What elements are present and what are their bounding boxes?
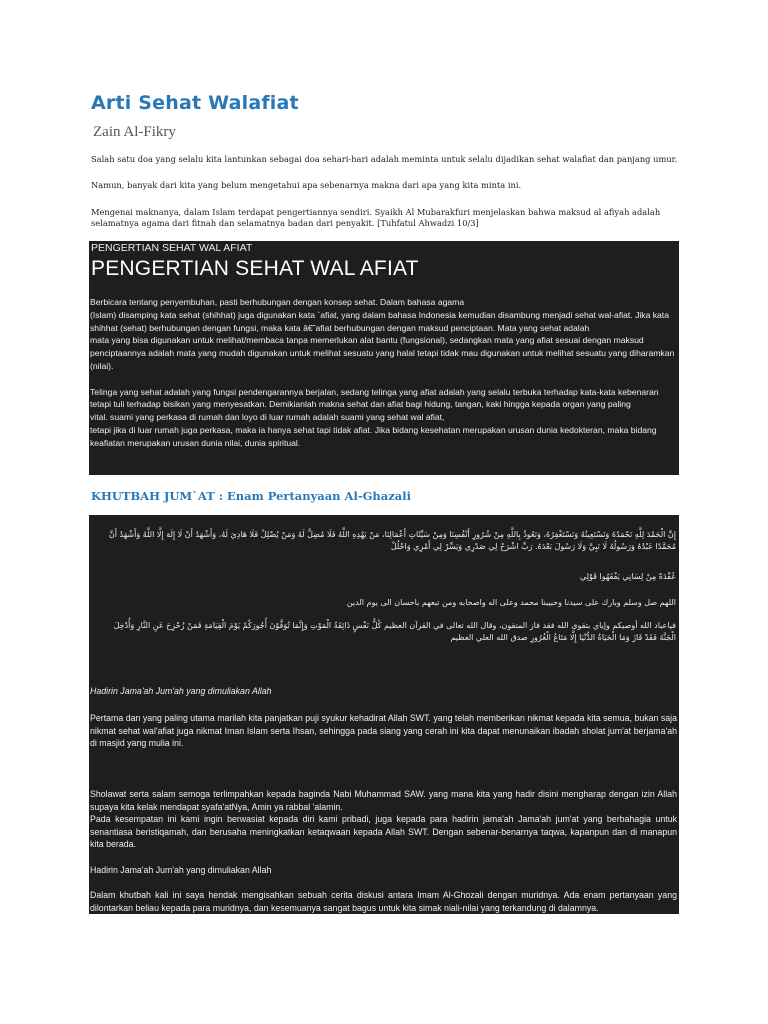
definition-paragraph: Telinga yang sehat adalah yang fungsi pendengarannya berjalan, sedang telinga yang afiat adalah yang selalu terbuka terhadap kata-kata kebenaran tetapi tuli terhadap bisikan yang menyesatkan. Demikianlah makna sehat dan afiat bagi hidung, tangan, kaki hingga kepada organ yang paling vital. suami yang perkasa di rumah dan loyo di luar rumah adalah suami yang sehat wal afiat, tetapi jika di luar rumah juga perkasa, maka ia hanya sehat tapi tidak afiat. Jika bidang kesehatan merupakan urusan dunia kedokteran, maka bidang keafiatan merupakan urusan dunia nilai, dunia spiritual. bbox=[90, 386, 659, 448]
arabic-salawat: اللهم صل وسلم وبارك على سيدنا وحبيبنا محمد وعلى اله واصحابه ومن تبعهم باحسان الى يوم الدين bbox=[346, 598, 676, 607]
khutbah-box bbox=[89, 515, 679, 914]
khutbah-greeting: Hadirin Jama'ah Jum'ah yang dimuliakan Allah bbox=[90, 865, 272, 875]
intro-paragraph-3: Mengenai maknanya, dalam Islam terdapat pengertiannya sendiri. Syaikh Al Mubarakfuri menjelaskan bahwa maksud al afiyah adalah selamatnya agama dari fitnah dan selamatnya badan dari penyakit. [Tuhfatul Ahwadzi 10/3] bbox=[91, 207, 661, 228]
arabic-verse: عُقْدَةً مِنْ لِسَانِي يَفْقَهُوا قَوْلِي bbox=[579, 572, 676, 581]
arabic-opening: إِنَّ الْحَمْدَ لِلَّهِ نَحْمَدُهُ وَنَسْتَعِينُهُ وَنَسْتَغْفِرُهُ، وَنَعُوذُ بِاللَّهِ مِنْ شُرُورِ أَنْفُسِنَا وَمِنْ سَيِّئَاتِ أَعْمَالِنَا، مَنْ يَهْدِهِ اللَّهُ فَلَا مُضِلَّ لَهُ وَمَنْ يُضْلِلْ فَلَا هَادِيَ لَهُ، وَأَشْهَدُ أَنْ لَا إِلَهَ إِلَّا اللَّهُ وَأَشْهَدُ أَنَّ مُحَمَّدًا عَبْدُهُ وَرَسُولُهُ لَا نَبِيَّ وَلَا رَسُولَ بَعْدَهُ. رَبِّ اشْرَحْ لِي صَدْرِي وَيَسِّرْ لِي أَمْرِي وَاحْلُلْ bbox=[108, 530, 676, 551]
arabic-wasiat: فياعباد الله أوصيكم وإياي بتقوى الله فقد فاز المتقون، وقال الله تعالى في القرآن العظيم كُلُّ نَفْسٍ ذَائِقَةُ الْمَوْتِ وَإِنَّمَا تُوَفَّوْنَ أُجُورَكُمْ يَوْمَ الْقِيَامَةِ فَمَنْ زُحْزِحَ عَنِ النَّارِ وَأُدْخِلَ الْجَنَّةَ فَقَدْ فَازَ وَمَا الْحَيَاةُ الدُّنْيَا إِلَّا مَتَاعُ الْغُرُورِ صدق الله العلي العظيم bbox=[113, 621, 676, 642]
definition-box bbox=[89, 241, 679, 475]
intro-paragraph-1: Salah satu doa yang selalu kita lantunkan sebagai doa sehari-hari adalah meminta untuk selalu dijadikan sehat walafiat dan panjang umur. bbox=[91, 154, 678, 164]
intro-paragraph-2: Namun, banyak dari kita yang belum mengetahui apa sebenarnya makna dari apa yang kita minta ini. bbox=[91, 180, 522, 190]
definition-body bbox=[90, 296, 676, 462]
page-title: Arti Sehat Walafiat bbox=[91, 92, 299, 114]
khutbah-paragraph: Dalam khutbah kali ini saya hendak mengisahkan sebuah cerita diskusi antara Imam Al-Ghozali dengan muridnya. Ada enam pertanyaan yang dilontarkan beliau kepada para muridnya, dan kesemuanya sangat bagus untuk kita simak niali-nilai yang terkandung di dalamnya. bbox=[90, 890, 677, 913]
definition-paragraph: Berbicara tentang penyembuhan, pasti berhubungan dengan konsep sehat. Dalam bahasa agama (Islam) disamping kata sehat (shihhat) juga digunakan kata `afiat, yang dalam bahasa Indonesia kemudian disambung menjadi sehat wal-afiat. Jika kata shihhat (sehat) berhubungan dengan fungsi, maka kata â€˜afiat berhubungan dengan maksud penciptaan. Mata yang sehat adalah mata yang bisa digunakan untuk melihat/membaca tanpa memerlukan alat bantu (fungsional), sedangkan mata yang afiat sesuai dengan maksud penciptaannya adalah mata yang mudah digunakan untuk melihat sesuatu yang halal tetapi tidak mau digunakan untuk melihat sesuatu yang diharamkan (nilai). bbox=[90, 297, 675, 371]
definition-heading-small: PENGERTIAN SEHAT WAL AFIAT bbox=[91, 242, 253, 254]
khutbah-paragraph: Sholawat serta salam semoga terlimpahkan kepada baginda Nabi Muhammad SAW. yang mana kita yang hadir disini mengharap dengan izin Allah supaya kita kelak mendapat syafa'atNya, Amin ya rabbal 'alamin. bbox=[90, 789, 677, 812]
author-name: Zain Al-Fikry bbox=[93, 124, 176, 140]
khutbah-title: KHUTBAH JUM`AT : Enam Pertanyaan Al-Ghazali bbox=[91, 489, 411, 503]
khutbah-paragraph: Pada kesempatan ini kami ingin berwasiat kepada diri kami pribadi, juga kepada para hadirin jama'ah Jama'ah jum'at yang berbahagia untuk senantiasa beristiqamah, dan berusaha meningkatkan ketaqwaan kepada Allah SWT. Dengan sebenar-benarnya taqwa, kapanpun dan di manapun kita berada. bbox=[90, 814, 677, 850]
khutbah-paragraph: Pertama dan yang paling utama marilah kita panjatkan puji syukur kehadirat Allah SWT. yang telah memberikan nikmat kepada kita semua, bukan saja nikmat sehat wal'afiat juga nikmat Iman Islam serta Ihsan, sehingga pada siang yang cerah ini kita dapat menunaikan ibadah sholat jum'at berjama'ah di masjid yang mulia ini. bbox=[90, 713, 677, 749]
definition-heading-large: PENGERTIAN SEHAT WAL AFIAT bbox=[91, 257, 419, 280]
khutbah-greeting: Hadirin Jama'ah Jum'ah yang dimuliakan Allah bbox=[90, 686, 272, 696]
